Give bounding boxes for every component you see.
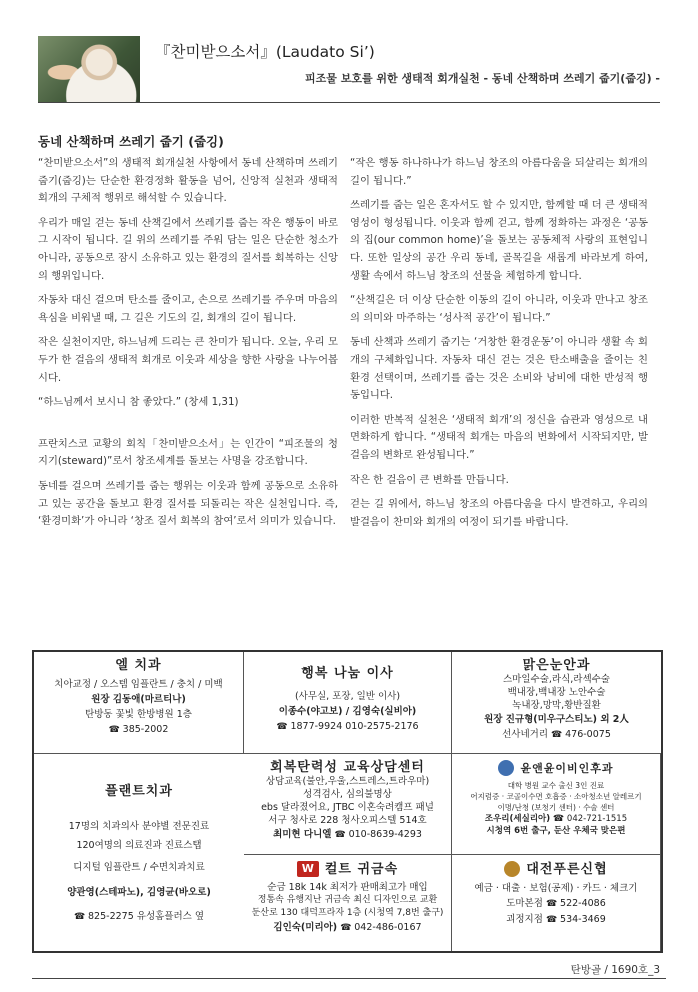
ad-line: 스마일수술,라식,라섹수술 <box>503 674 610 685</box>
ad-line: 도마본점 <box>506 898 543 909</box>
paragraph: 쓰레기를 줍는 일은 혼자서도 할 수 있지만, 함께할 때 더 큰 생태적 영성이 형성됩니다. 이웃과 함께 걷고, 함께 정화하는 과정은 ‘공동의 집(our common home)’을 돌보는 공동체적 사랑의 표현입니다. 또한 일상의 공간 우리 동네, 골목길을 새롭게 바라보게 하여, 생활 속에서 하느님 창조의 선물을 체험하게 합니다. <box>350 199 648 282</box>
ad-name: 엘 치과 <box>115 658 162 673</box>
paragraph: “찬미받으소서”의 생태적 회개실천 사항에서 동네 산책하며 쓰레기 줍기(줍깅)는 단순한 환경정화 활동을 넘어, 신앙적 실천과 생태적 회개의 구체적 행위로 해석할 수 있습니다. <box>38 157 338 205</box>
page-title: 『찬미받으소서』(Laudato Si’) <box>155 43 375 61</box>
ad-name: 맑은눈안과 <box>522 658 591 673</box>
header-divider <box>38 102 660 103</box>
ad-phone: ☎ 825-2275 <box>74 911 134 922</box>
paragraph: 동네를 걸으며 쓰레기를 줍는 행위는 이웃과 함께 공동으로 소유하고 있는 공간을 돌보고 환경 질서를 되돌리는 작은 실천입니다. 즉, ‘환경미화’가 아니라 ‘창조 질서 회복의 참여’로서 의미가 있습니다. <box>38 479 338 528</box>
ad-plant-dental <box>34 754 244 951</box>
page-footer: 탄방골 / 1690호_3 <box>570 964 660 976</box>
ad-phone: ☎ 476-0075 <box>551 729 611 740</box>
ad-line: 서구 청사로 228 청사오피스텔 514호 <box>268 815 427 826</box>
ad-line: 유성홈플러스 옆 <box>136 911 205 922</box>
ad-line: 17명의 치과의사 분야별 전문진료 <box>68 821 210 832</box>
ad-line: 조우리(세실리아) <box>484 814 551 824</box>
ad-line: 성격검사, 심의불명상 <box>303 789 392 800</box>
paragraph: 걷는 길 위에서, 하느님 창조의 아름다움을 다시 발견하고, 우리의 발걸음이 찬미와 회개의 여정이 되기를 바랍니다. <box>350 498 648 528</box>
ad-line: 녹내장,망막,황반질환 <box>512 700 601 711</box>
article-right-column <box>350 155 648 538</box>
ad-line: 둔산로 130 대덕프라자 1층 (시청역 7,8번 출구) <box>251 908 444 918</box>
ad-line: 예금 · 대출 · 보험(공제) · 카드 · 체크기 <box>474 883 638 894</box>
ad-line: 정통속 유행지난 귀금속 최신 디자인으로 교환 <box>257 895 438 905</box>
ad-phone: ☎ 010-8639-4293 <box>334 829 421 840</box>
ad-eye-clinic <box>452 652 661 754</box>
ad-line: 김인숙(미리아) <box>273 922 338 933</box>
page-subtitle: 피조물 보호를 위한 생태적 회개실천 - 동네 산책하며 쓰레기 줍기(줍깅) - <box>304 72 660 85</box>
quote: “하느님께서 보시니 참 좋았다.” (창세 1,31) <box>38 396 239 409</box>
paragraph: 동네 산책과 쓰레기 줍기는 ‘거창한 환경운동’이 아니라 생활 속 회개의 구체화입니다. 자동차 대신 걷는 것은 탄소배출을 줄이는 친환경 선택이며, 쓰레기를 줍는 것은 소비와 낭비에 대한 반성적 행동입니다. <box>350 336 648 402</box>
ad-counseling <box>244 754 452 855</box>
ad-name: 윤앤윤이비인후과 <box>520 761 614 775</box>
ad-line: 대학 병원 교수 출신 3인 진료 <box>507 781 605 790</box>
ad-line: 이명/난청 (보청기 센터) · 수술 센터 <box>497 803 615 812</box>
ad-grid <box>32 650 663 953</box>
ad-line: 120여명의 의료진과 진료스탭 <box>76 840 202 851</box>
paragraph: 이러한 반복적 실천은 ‘생태적 회개’의 정신을 습관과 영성으로 내면화하게 합니다. “생태적 회개는 마음의 변화에서 시작되지만, 발걸음의 변화로 완성됩니다.” <box>350 413 648 461</box>
ad-name: 행복 나눔 이사 <box>301 666 394 681</box>
ad-line: 시청역 6번 출구, 둔산 우체국 맞은편 <box>486 826 626 836</box>
ad-phone: ☎ 385-2002 <box>34 722 243 738</box>
ad-moving <box>244 652 452 754</box>
pope-photo <box>38 36 140 102</box>
credit-union-logo-icon <box>504 861 520 877</box>
article-heading: 동네 산책하며 쓰레기 줍기 (줍깅) <box>38 134 224 149</box>
ad-line: 탄방동 꽃빛 한방병원 1층 <box>85 709 192 720</box>
ad-ent-clinic <box>452 754 661 855</box>
ad-phone: ☎ 522-4086 <box>546 898 606 909</box>
paragraph: 작은 실천이지만, 하느님께 드리는 큰 찬미가 됩니다. 오늘, 우리 모두가 한 걸음의 생태적 회개로 이웃과 세상을 향한 사랑을 나누어봅시다. <box>38 336 338 384</box>
paragraph: 우리가 매일 걷는 동네 산책길에서 쓰레기를 줍는 작은 행동이 바로 그 시작이 됩니다. 길 위의 쓰레기를 주워 담는 일은 단순한 청소가 아니라, 공동으로 잠시 소유하고 있는 환경의 질서를 회복하는 신앙의 행위입니다. <box>38 216 338 282</box>
cult-logo-icon: W <box>297 861 319 877</box>
ad-name: 대전푸른신협 <box>526 861 608 877</box>
ad-phone: ☎ 042-721-1515 <box>553 814 627 824</box>
ad-name: 회복탄력성 교육상담센터 <box>270 760 425 775</box>
ad-line: 원장 진규형(미우구스티노) 외 2人 <box>484 714 629 725</box>
ad-line: 상담교육(불안,우울,스트레스,트라우마) <box>265 776 430 787</box>
ad-line: 괴정지점 <box>506 914 543 925</box>
article-left-column <box>38 155 338 538</box>
ad-phone: ☎ 1877-9924 010-2575-2176 <box>244 719 451 735</box>
quote: “산책길은 더 이상 단순한 이동의 길이 아니라, 이웃과 만나고 창조의 의미와 마주하는 ‘성사적 공간’이 됩니다.” <box>350 294 648 324</box>
ad-line: 어지럼증 · 코골이수면 호흡증 · 소아청소년 알레르기 <box>470 792 642 801</box>
ad-line: 이종수(야고보) / 김영숙(실비아) <box>278 706 417 717</box>
ad-phone: ☎ 534-3469 <box>546 914 606 925</box>
ad-name: 플랜트치과 <box>105 784 173 799</box>
paragraph: 프란치스코 교황의 회칙「찬미받으소서」는 인간이 “피조물의 청지기(steward)”로서 창조세계를 돌보는 사명을 강조합니다. <box>38 437 338 468</box>
ad-name: 컬트 귀금속 <box>324 861 399 877</box>
clinic-logo-icon <box>498 760 514 776</box>
quote: “작은 행동 하나하나가 하느님 창조의 아름다움을 되살리는 회개의 길이 됩니다.” <box>350 157 648 187</box>
ad-line: 디지털 임플란트 / 수면치과치료 <box>73 862 205 873</box>
ad-line: ebs 달라졌어요, JTBC 이혼숙려캠프 패널 <box>261 802 434 813</box>
ad-jewelry <box>244 855 452 951</box>
ad-line: 선사네거리 <box>502 729 549 740</box>
ad-line: 원장 김동애(마르티나) <box>91 694 186 705</box>
footer-divider <box>32 978 666 979</box>
ad-el-dental <box>34 652 244 754</box>
ad-line: 최미현 다니엘 <box>273 829 332 840</box>
paragraph: 자동차 대신 걸으며 탄소를 줄이고, 손으로 쓰레기를 주우며 마음의 욕심을 비워낼 때, 그 길은 기도의 길, 회개의 길이 됩니다. <box>38 294 338 324</box>
ad-line: 순금 18k 14k 최저가 판매최고가 매입 <box>267 882 428 893</box>
ad-line: 백내장,백내장 노안수술 <box>507 687 606 698</box>
ad-line: (사무실, 포장, 일반 이사) <box>294 691 401 702</box>
ad-line: 치아교정 / 오스템 임플란트 / 충치 / 미백 <box>54 679 223 690</box>
ad-phone: ☎ 042-486-0167 <box>340 922 421 933</box>
paragraph: 작은 한 걸음이 큰 변화를 만듭니다. <box>350 473 509 486</box>
ad-credit-union <box>452 855 661 951</box>
ad-line: 양관영(스테파노), 김영균(바오로) <box>67 887 211 898</box>
